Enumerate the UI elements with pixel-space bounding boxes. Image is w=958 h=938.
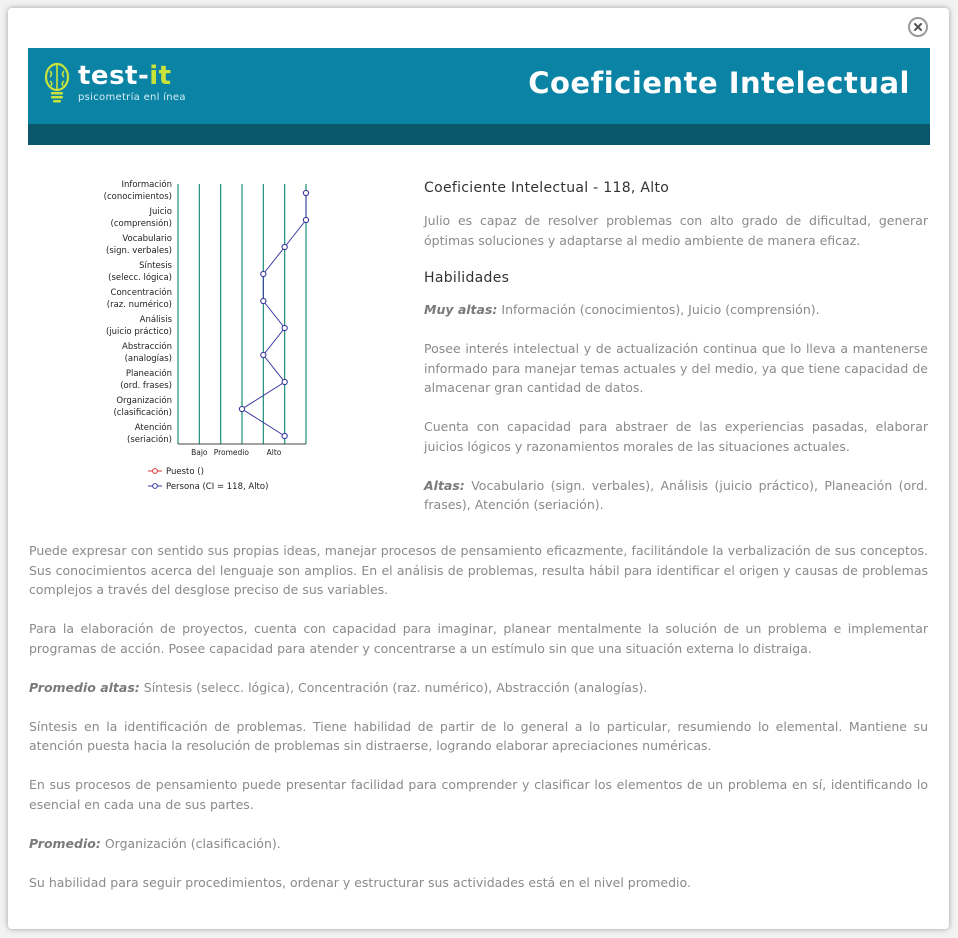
legend-marker [153,469,158,474]
header-bar [28,124,930,145]
x-tick-label: Bajo [191,448,208,457]
x-tick-label: Promedio [213,448,249,457]
skills-title: Habilidades [424,270,510,286]
altas-items: Vocabulario (sign. verbales), Análisis (juicio práctico), Planeación (ord. frases), Atención (seriación). [424,477,928,512]
altas-paragraph-2: Para la elaboración de proyectos, cuenta con capacidad para imaginar, planear mentalmente la solución de un problema e implementar programas de acción. Posee capacidad para atender y concentrarse a un estímulo sin que una situación externa lo distraiga. [29,621,928,656]
y-tick-label: (raz. numérico) [106,300,172,310]
y-tick-label: (seriación) [127,435,172,445]
y-tick-label: Planeación [125,369,172,379]
promedio-altas-paragraph-1: Síntesis en la identificación de problemas. Tiene habilidad de partir de lo general a lo particular, resumiendo lo elemental. Mantiene su atención puesta hacia la resolución de problemas sin distraerse, logrando elaborar apreciaciones numéricas. [29,718,928,753]
y-tick-label: (selecc. lógica) [108,273,172,283]
series-line-persona [242,193,306,436]
data-point [282,379,287,384]
promedio-line [29,834,928,854]
skills-details [29,541,928,912]
logo-wordmark [78,62,186,90]
y-tick-label: Análisis [139,315,172,325]
altas-line [424,476,928,515]
muy-altas-paragraph-2: Cuenta con capacidad para abstraer de las experiencias pasadas, elaborar juicios lógicos y razonamientos morales de las situaciones actuales. [424,419,928,454]
summary-text: Julio es capaz de resolver problemas con alto grado de dificultad, generar óptimas soluciones y adaptarse al medio ambiente de manera eficaz. [424,213,928,248]
legend-label: Persona (CI = 118, Alto) [166,482,269,492]
y-tick-label: Atención [134,423,172,433]
muy-altas-paragraph-1: Posee interés intelectual y de actualización continua que lo lleva a mantenerse informado para manejar temas actuales y del medio, ya que tiene capacidad de almacenar gran cantidad de datos. [424,341,928,395]
altas-paragraph-1: Puede expresar con sentido sus propias ideas, manejar procesos de pensamiento eficazmente, facilitándole la verbalización de sus conceptos. Sus conocimientos acerca del lenguaje son amplios. En el análisis de problemas, resulta hábil para identificar el origen y causas de problemas complejos a través del desglose preciso de sus variables. [29,543,928,597]
summary-title: Coeficiente Intelectual - 118, Alto [424,180,670,196]
y-tick-label: Abstracción [122,342,172,352]
data-point [261,271,266,276]
muy-altas-line [424,300,928,320]
data-point [282,433,287,438]
promedio-altas-paragraph-2: En sus procesos de pensamiento puede presentar facilidad para comprender y clasificar los elementos de un problema en sí, identificando lo esencial en cada una de sus partes. [29,777,928,812]
summary-column [424,180,928,515]
promedio-paragraph-1: Su habilidad para seguir procedimientos, ordenar y estructurar sus actividades está en el nivel promedio. [29,874,691,890]
data-point [239,406,244,411]
y-tick-label: Información [121,180,172,190]
data-point [261,352,266,357]
y-tick-label: (comprensión) [110,219,172,229]
logo-accent-text: it [149,61,172,91]
altas-label: Altas: [424,477,465,493]
promedio-altas-items: Síntesis (selecc. lógica), Concentración (raz. numérico), Abstracción (analogías). [139,679,648,695]
y-tick-label: (analogías) [124,354,172,364]
y-tick-label: (clasificación) [113,408,172,418]
logo [44,62,186,104]
y-tick-label: Organización [116,396,172,406]
y-tick-label: (sign. verbales) [106,246,172,256]
legend-label: Puesto () [166,467,204,477]
close-icon [913,22,923,32]
y-tick-label: Vocabulario [122,234,172,244]
page-title: Coeficiente Intelectual [528,66,910,100]
y-tick-label: (ord. frases) [120,381,172,391]
data-point [261,298,266,303]
legend-marker [153,484,158,489]
close-button[interactable] [908,17,928,37]
logo-main-text: test- [78,61,150,91]
y-tick-label: Síntesis [139,261,172,271]
lightbulb-brain-icon [44,62,70,104]
y-tick-label: (juicio práctico) [105,327,172,337]
promedio-altas-label: Promedio altas: [29,679,140,695]
y-tick-label: Juicio [149,207,172,217]
data-point [282,325,287,330]
logo-tagline: psicometría enl ínea [78,92,186,103]
data-point [282,244,287,249]
muy-altas-items: Información (conocimientos), Juicio (comprensión). [497,302,820,317]
y-tick-label: Concentración [110,288,172,298]
y-tick-label: (conocimientos) [103,192,172,202]
x-tick-label: Alto [266,448,282,457]
promedio-items: Organización (clasificación). [100,835,281,851]
promedio-altas-line [29,678,928,698]
data-point [303,217,308,222]
muy-altas-label: Muy altas: [424,302,498,317]
iq-profile-chart [90,178,390,498]
promedio-label: Promedio: [29,835,101,851]
data-point [303,190,308,195]
